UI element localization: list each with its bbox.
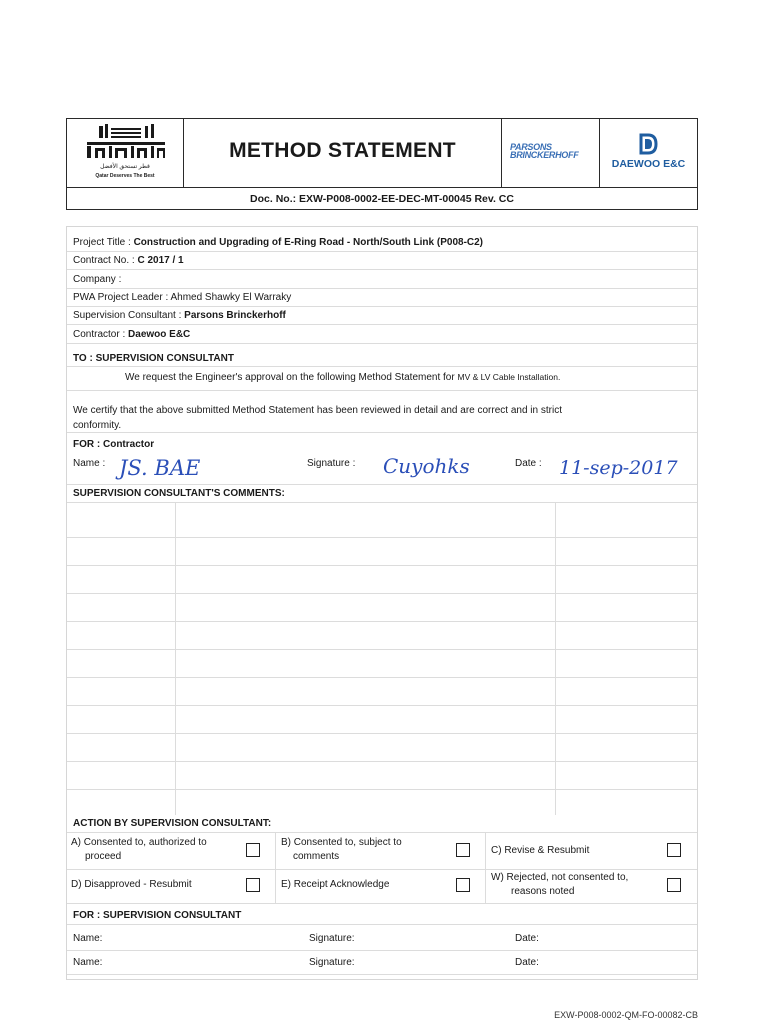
daewoo-logo-icon: [638, 133, 658, 155]
contract-row: [67, 252, 697, 270]
consultant-signature-label-2: Signature:: [309, 957, 355, 968]
to-row: [67, 351, 697, 367]
for-consultant-row: [67, 907, 697, 925]
comments-grid-line: [555, 503, 556, 815]
project-leader-value: Ahmed Shawky El Warraky: [170, 292, 292, 303]
comments-grid-line: [67, 677, 697, 678]
consultant-signature-label: Signature:: [309, 933, 355, 944]
request-text: We request the Engineer's approval on the following Method Statement for: [125, 372, 458, 383]
contractor-value: Daewoo E&C: [128, 329, 191, 340]
contract-value: C 2017 / 1: [137, 255, 184, 266]
comments-grid-line: [67, 789, 697, 790]
parsons-logo-line2: BRINCKERHOFF: [510, 150, 579, 160]
comments-grid-line: [67, 705, 697, 706]
comments-grid-line: [67, 593, 697, 594]
comments-grid-line: [67, 565, 697, 566]
comments-grid-line: [67, 537, 697, 538]
action-grid-line: [67, 903, 697, 904]
request-row: [67, 367, 697, 391]
request-subject: MV & LV Cable Installation.: [457, 372, 561, 382]
daewoo-logo-cell: [600, 119, 697, 187]
comments-heading: SUPERVISION CONSULTANT'S COMMENTS:: [73, 488, 285, 499]
parsons-brinckerhoff-logo: [510, 143, 578, 159]
comments-heading-row: [67, 485, 697, 503]
action-grid-line: [485, 833, 486, 903]
qatar-logo-arabic: قطر تستحق الأفضل: [100, 164, 150, 170]
comments-area[interactable]: [67, 503, 697, 815]
consultant-signature-row-2: [67, 951, 697, 975]
company-label: Company :: [73, 274, 122, 285]
contractor-date-handwritten: 11-sep-2017: [559, 457, 678, 479]
for-consultant-heading: FOR : SUPERVISION CONSULTANT: [73, 910, 242, 921]
comments-grid-line: [67, 621, 697, 622]
qatar-logo-english: Qatar Deserves The Best: [95, 173, 155, 179]
certify-row: [67, 403, 697, 419]
parsons-logo-line1: PARSONS: [510, 142, 552, 152]
option-c-checkbox[interactable]: [667, 843, 681, 857]
comments-grid-line: [175, 503, 176, 815]
consultant-name-label-2: Name:: [73, 957, 103, 968]
project-title-value: Construction and Upgrading of E-Ring Road - North/South Link (P008-C2): [133, 237, 484, 248]
doc-number: Doc. No.: EXW-P008-0002-EE-DEC-MT-00045 Rev. CC: [67, 187, 697, 209]
consultant-date-label-2: Date:: [515, 957, 539, 968]
option-a-line2: proceed: [85, 851, 122, 862]
option-e-label: E) Receipt Acknowledge: [281, 879, 390, 890]
consultant-signature-row-1: [67, 927, 697, 951]
for-contractor-row: [67, 437, 697, 453]
project-title-row: [67, 233, 697, 252]
action-heading: ACTION BY SUPERVISION CONSULTANT:: [73, 818, 272, 829]
contract-label: Contract No. :: [73, 255, 138, 266]
parsons-logo-cell: [502, 119, 600, 187]
daewoo-logo-text: DAEWOO E&C: [611, 158, 686, 170]
option-w-line1: W) Rejected, not consented to,: [491, 872, 629, 883]
option-c-label: C) Revise & Resubmit: [491, 845, 590, 856]
supervision-consultant-value: Parsons Brinckerhoff: [184, 310, 286, 321]
document-header: [66, 118, 698, 210]
option-a-line1: A) Consented to, authorized to: [71, 837, 207, 848]
contractor-row: [67, 325, 697, 344]
option-b-label: [281, 836, 402, 864]
option-b-line1: B) Consented to, subject to: [281, 837, 402, 848]
qatar-logo-cell: [67, 119, 184, 187]
option-w-checkbox[interactable]: [667, 878, 681, 892]
footer-document-code: EXW-P008-0002-QM-FO-00082-CB: [554, 1010, 698, 1020]
contractor-date-label: Date :: [515, 458, 542, 469]
option-w-line2: reasons noted: [511, 886, 575, 897]
contractor-signature-handwritten: Cuyohks: [383, 454, 470, 478]
contractor-signature-label: Signature :: [307, 458, 356, 469]
option-d-checkbox[interactable]: [246, 878, 260, 892]
certify-text-2: conformity.: [73, 420, 122, 431]
contractor-name-handwritten: JS. BAE: [119, 456, 201, 480]
option-e-checkbox[interactable]: [456, 878, 470, 892]
contractor-label: Contractor :: [73, 329, 129, 340]
qatar-calligraphy-logo: [85, 124, 167, 160]
project-leader-row: [67, 289, 697, 307]
for-contractor-heading: FOR : Contractor: [73, 439, 155, 450]
certify-text: We certify that the above submitted Method Statement has been reviewed in detail and are correct and in strict: [73, 405, 562, 416]
contractor-name-label: Name :: [73, 458, 106, 469]
action-grid-line: [67, 869, 697, 870]
title-cell: [184, 119, 502, 187]
option-b-line2: comments: [293, 851, 340, 862]
document-title: METHOD STATEMENT: [229, 139, 456, 162]
supervision-consultant-label: Supervision Consultant :: [73, 310, 185, 321]
certify-row-2: [67, 419, 697, 433]
option-a-checkbox[interactable]: [246, 843, 260, 857]
consultant-date-label: Date:: [515, 933, 539, 944]
method-statement-form: [66, 226, 698, 980]
project-title-label: Project Title :: [73, 237, 134, 248]
option-d-label: D) Disapproved - Resubmit: [71, 879, 192, 890]
supervision-consultant-row: [67, 307, 697, 325]
comments-grid-line: [67, 761, 697, 762]
company-row: [67, 270, 697, 289]
option-a-label: [71, 836, 207, 864]
action-heading-row: [67, 815, 697, 833]
option-w-label: [491, 871, 628, 899]
action-grid-line: [275, 833, 276, 903]
comments-grid-line: [67, 733, 697, 734]
consultant-name-label: Name:: [73, 933, 103, 944]
to-heading: TO : SUPERVISION CONSULTANT: [73, 353, 234, 364]
project-leader-label: PWA Project Leader :: [73, 292, 171, 303]
contractor-signature-row: [67, 453, 697, 485]
comments-grid-line: [67, 649, 697, 650]
option-b-checkbox[interactable]: [456, 843, 470, 857]
